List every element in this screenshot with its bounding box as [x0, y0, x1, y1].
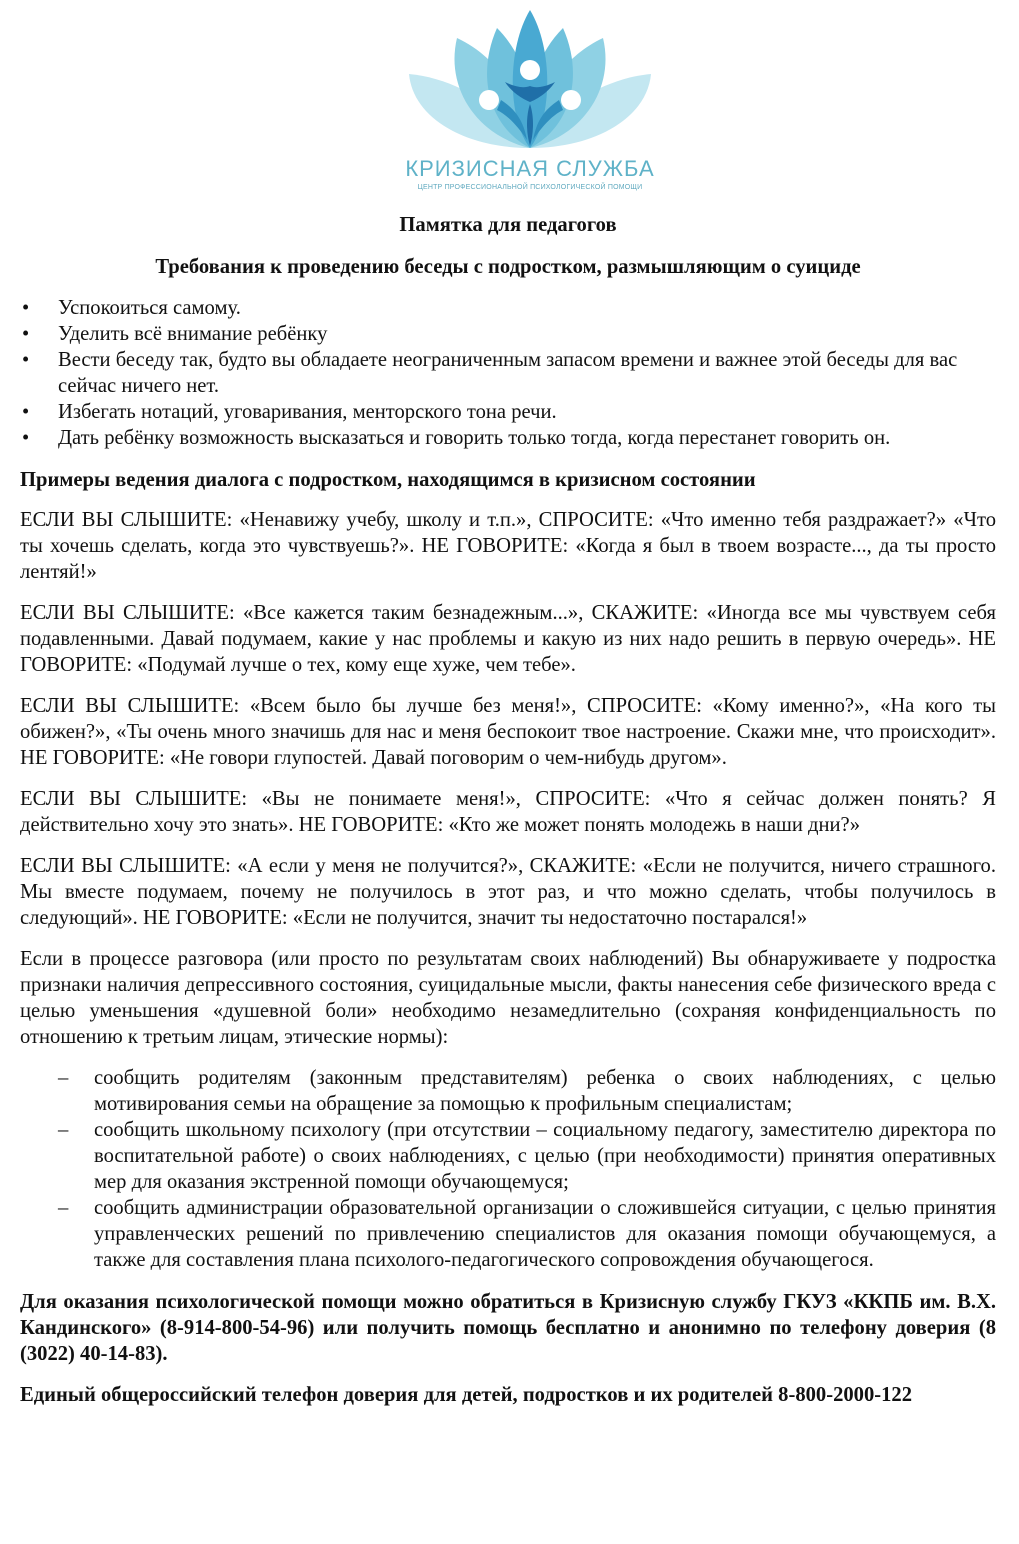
logo-title: КРИЗИСНАЯ СЛУЖБА — [405, 156, 655, 181]
dash-icon: – — [58, 1197, 69, 1219]
list-item — [20, 321, 996, 347]
actions-list — [20, 1065, 996, 1273]
example-paragraph: ЕСЛИ ВЫ СЛЫШИТЕ: «Все кажется таким безнадежным...», СКАЖИТЕ: «Иногда все мы чувствуем себя подавленными. Давай подумаем, какие у нас проблемы и какую из них надо решить в первую очередь». НЕ ГОВОРИТЕ: «Подумай лучше о тех, кому еще хуже, чем тебе». — [20, 602, 996, 676]
action-text: сообщить администрации образовательной организации о сложившейся ситуации, с целью принятия управленческих решений по привлечению специалистов для оказания помощи обучающемуся, а также для составления плана психолого-педагогического сопровождения обучающегося. — [94, 1197, 996, 1271]
example-paragraph: ЕСЛИ ВЫ СЛЫШИТЕ: «Всем было бы лучше без меня!», СПРОСИТЕ: «Кому именно?», «На кого ты обижен?», «Ты очень много значишь для нас и меня беспокоит твое настроение. Скажи мне, что происходит». НЕ ГОВОРИТЕ: «Не говори глупостей. Давай поговорим о чем-нибудь другом». — [20, 695, 996, 769]
dash-icon: – — [58, 1119, 69, 1141]
list-item — [20, 1117, 996, 1195]
requirement-text: Уделить всё внимание ребёнку — [58, 323, 328, 345]
hotline-info: Единый общероссийский телефон доверия для детей, подростков и их родителей 8-800-2000-122 — [20, 1384, 913, 1406]
lotus-logo-icon — [405, 8, 655, 158]
action-text: сообщить родителям (законным представителям) ребенка о своих наблюдениях, с целью мотивирования семьи на обращение за помощью к профильным специалистам; — [94, 1067, 996, 1115]
list-item — [20, 1195, 996, 1273]
action-text: сообщить школьному психологу (при отсутствии – социальному педагогу, заместителю директора по воспитательной работе) о своих наблюдениях, с целью (при необходимости) принятия оперативных мер для оказания экстренной помощи обучающемуся; — [94, 1119, 996, 1193]
contact-info: Для оказания психологической помощи можно обратиться в Кризисную службу ГКУЗ «ККПБ им. В.Х. Кандинского» (8-914-800-54-96) или получить помощь бесплатно и анонимно по телефону доверия (8 (3022) 40-14-83). — [20, 1291, 996, 1365]
requirement-text: Избегать нотаций, уговаривания, менторского тона речи. — [58, 401, 557, 423]
document-content — [20, 212, 996, 1423]
list-item — [20, 347, 996, 399]
document-subtitle: Требования к проведению беседы с подростком, размышляющим о суициде — [155, 256, 861, 278]
examples-heading: Примеры ведения диалога с подростком, находящимся в кризисном состоянии — [20, 469, 756, 491]
example-paragraph: ЕСЛИ ВЫ СЛЫШИТЕ: «А если у меня не получится?», СКАЖИТЕ: «Если не получится, ничего страшного. Мы вместе подумаем, почему не получилось в этот раз, и что можно сделать, чтобы получилось в следующий». НЕ ГОВОРИТЕ: «Если не получится, значит ты недостаточно постарался!» — [20, 855, 996, 929]
example-paragraph: ЕСЛИ ВЫ СЛЫШИТЕ: «Ненавижу учебу, школу и т.п.», СПРОСИТЕ: «Что именно тебя раздражает?» «Что ты хочешь сделать, когда это чувствуешь?». НЕ ГОВОРИТЕ: «Когда я был в твоем возрасте..., да ты просто лентяй!» — [20, 509, 996, 583]
logo-subtitle: ЦЕНТР ПРОФЕССИОНАЛЬНОЙ ПСИХОЛОГИЧЕСКОЙ ПОМОЩИ — [417, 184, 643, 191]
requirements-list — [20, 295, 996, 451]
bullet-icon: • — [22, 297, 30, 319]
example-paragraph: ЕСЛИ ВЫ СЛЫШИТЕ: «Вы не понимаете меня!», СПРОСИТЕ: «Что я сейчас должен понять? Я действительно хочу это знать». НЕ ГОВОРИТЕ: «Кто же может понять молодежь в наши дни?» — [20, 788, 996, 836]
list-item — [20, 399, 996, 425]
crisis-service-logo — [405, 8, 655, 194]
bullet-icon: • — [22, 323, 30, 345]
requirement-text: Успокоиться самому. — [58, 297, 241, 319]
bullet-icon: • — [22, 349, 30, 371]
bullet-icon: • — [22, 427, 30, 449]
action-intro: Если в процессе разговора (или просто по результатам своих наблюдений) Вы обнаруживаете у подростка признаки наличия депрессивного состояния, суицидальные мысли, факты нанесения себе физического вреда с целью уменьшения «душевной боли» необходимо незамедлительно (сохраняя конфиденциальность по отношению к третьим лицам, этические нормы): — [20, 948, 996, 1048]
dash-icon: – — [58, 1067, 69, 1089]
list-item — [20, 295, 996, 321]
list-item — [20, 425, 996, 451]
bullet-icon: • — [22, 401, 30, 423]
requirement-text: Вести беседу так, будто вы обладаете неограниченным запасом времени и важнее этой беседы для вас сейчас ничего нет. — [58, 349, 958, 397]
document-title: Памятка для педагогов — [399, 214, 617, 236]
requirement-text: Дать ребёнку возможность высказаться и говорить только тогда, когда перестанет говорить он. — [58, 427, 891, 449]
list-item — [20, 1065, 996, 1117]
